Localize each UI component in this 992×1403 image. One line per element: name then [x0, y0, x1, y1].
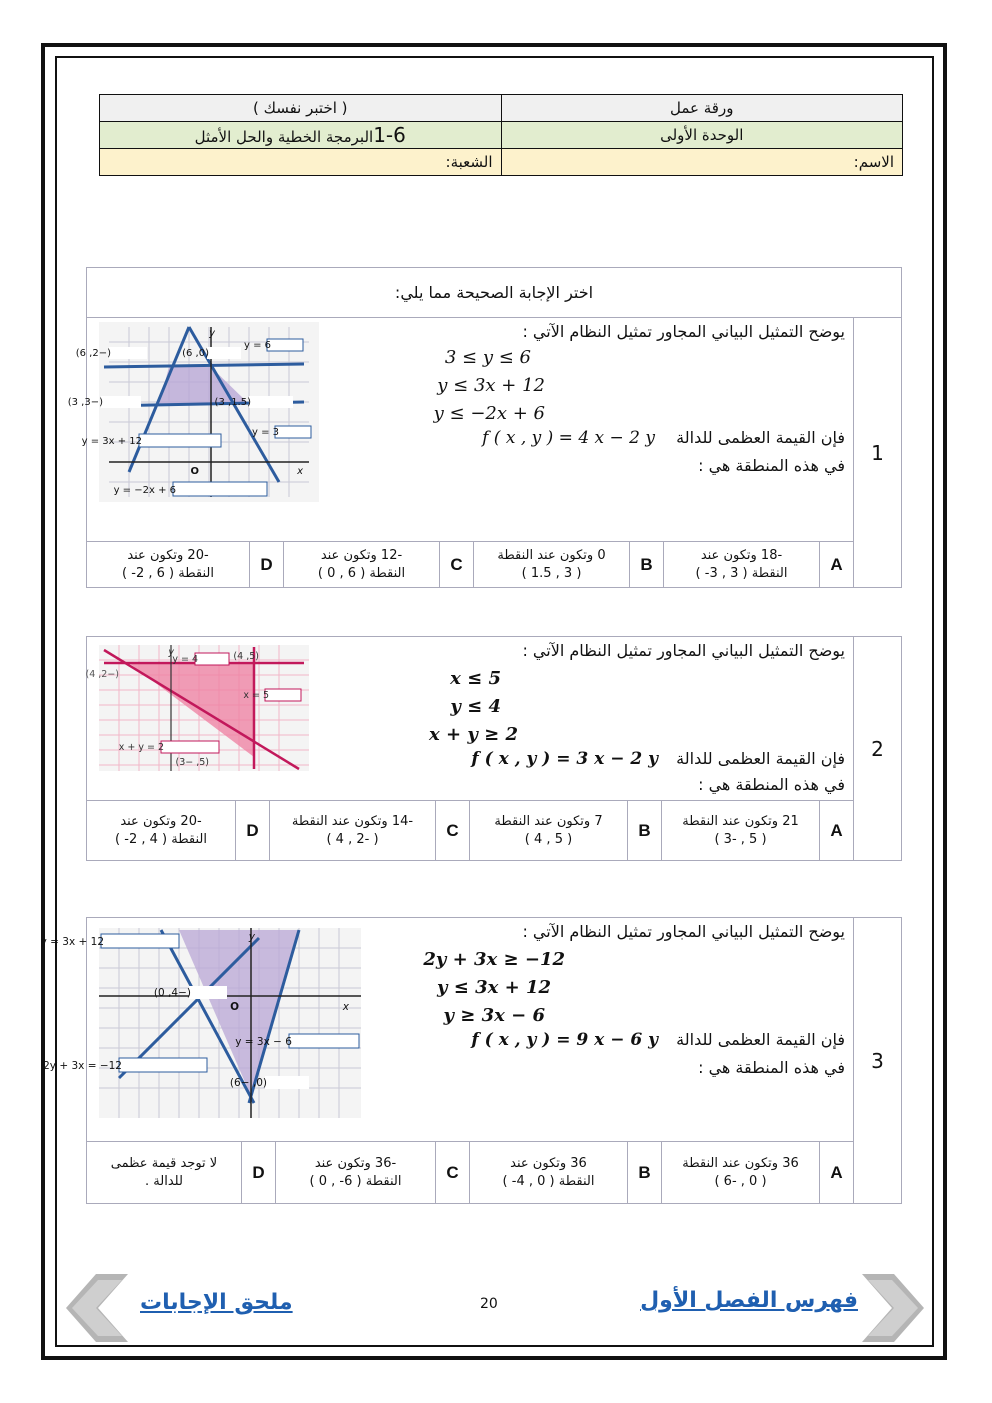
graph-label: y = 3x − 6: [235, 1036, 292, 1048]
option-text: النقطة ( 6- , 0 ): [309, 1173, 402, 1189]
option-text: 36 وتكون عند النقطة: [682, 1155, 799, 1171]
option-letter[interactable]: D: [242, 1142, 276, 1204]
option-b[interactable]: [474, 542, 630, 588]
graph-label: (0, −6): [229, 1077, 267, 1089]
graph-label: y = 6: [243, 340, 271, 351]
graph-label: (1.5, 3): [214, 397, 251, 408]
option-text: -20 وتكون عند: [120, 813, 202, 829]
graph-label: O: [190, 466, 199, 477]
lesson-title: البرمجة الخطية والحل الأمثل: [194, 128, 374, 146]
question-number: 3: [854, 918, 902, 1204]
option-text: 0 وتكون عند النقطة: [497, 547, 606, 563]
graph-label: (−3, 3): [67, 397, 103, 408]
inequality-2: y ≤ 3x + 12: [437, 977, 551, 998]
page-number: 20: [480, 1296, 498, 1312]
question-1-body: [67, 318, 854, 542]
question-stem: [325, 920, 845, 944]
inequality-1: x ≤ 5: [450, 668, 501, 689]
question-3-table: [40, 917, 902, 1204]
inequality-2: y ≤ 4: [450, 696, 501, 717]
option-d[interactable]: [87, 542, 250, 588]
option-a[interactable]: [664, 542, 820, 588]
option-a[interactable]: [662, 1142, 820, 1204]
worksheet-title: ورقة عمل: [501, 95, 903, 122]
option-letter[interactable]: D: [250, 542, 284, 588]
option-letter[interactable]: C: [440, 542, 474, 588]
option-text: النقطة ( 0 , 4- ): [502, 1173, 595, 1189]
question-stem: [325, 639, 845, 663]
question-2-body: [87, 637, 854, 801]
option-letter[interactable]: D: [236, 801, 270, 861]
graph-label: (5, 4): [233, 651, 259, 662]
graph-3: [40, 928, 361, 1118]
region-text: في هذه المنطقة هي :: [698, 1058, 845, 1077]
option-a[interactable]: [662, 801, 820, 861]
prev-arrow-icon[interactable]: [64, 1272, 132, 1344]
graph-2: [85, 645, 309, 771]
option-text: -14 وتكون عند النقطة: [291, 813, 414, 829]
graph-label: (−2, 4): [85, 669, 119, 680]
max-text: فإن القيمة العظمى للدالة: [676, 428, 845, 447]
inequality-3: y ≥ 3x − 6: [443, 1005, 545, 1026]
inequality-1: 2y + 3x ≥ −12: [423, 949, 565, 970]
graph-1: [67, 322, 319, 502]
option-c[interactable]: [276, 1142, 436, 1204]
region-text: في هذه المنطقة هي :: [698, 456, 845, 475]
header-table: [99, 94, 903, 176]
next-arrow-icon[interactable]: [858, 1272, 926, 1344]
option-text: ( -2 , 4 ): [326, 831, 379, 847]
graph-label: x: [297, 466, 303, 477]
option-letter[interactable]: B: [628, 801, 662, 861]
graph-label: y: [209, 328, 215, 339]
inequality-2: y ≤ 3x + 12: [437, 375, 545, 396]
graph-label: x + y = 2: [118, 742, 164, 753]
objective-function: f ( x , y ) = 4 x − 2 y: [482, 428, 655, 448]
option-text: النقطة ( 6 , 2- ): [122, 565, 214, 581]
inequality-1: 3 ≤ y ≤ 6: [444, 347, 531, 368]
graph-label: y = 4: [172, 654, 198, 665]
inequality-3: x + y ≥ 2: [429, 724, 518, 745]
graph-label: (−2, 6): [75, 348, 111, 359]
question-3-body: [40, 918, 854, 1142]
stem-text: يوضح التمثيل البياني المجاور تمثيل النظام الآتي :: [522, 322, 845, 341]
line-y6: [104, 364, 304, 367]
question-number: 1: [854, 318, 902, 588]
option-text: ( 5 , -3 ): [714, 831, 767, 847]
option-text: ( 5 , 4 ): [524, 831, 573, 847]
option-c[interactable]: [284, 542, 440, 588]
option-b[interactable]: [470, 801, 628, 861]
option-c[interactable]: [270, 801, 436, 861]
graph-label: x: [342, 1001, 349, 1013]
option-d[interactable]: [87, 801, 236, 861]
option-text: -12 وتكون عند: [320, 547, 403, 563]
option-letter[interactable]: B: [628, 1142, 662, 1204]
graph-label: y: [248, 931, 255, 943]
question-1-table: [67, 267, 902, 588]
option-text: -20 وتكون عند: [127, 547, 209, 563]
graph-label: 2y + 3x = −12: [43, 1060, 122, 1072]
option-text: ( 0 , -6 ): [714, 1173, 767, 1189]
graph-label: O: [230, 1001, 239, 1013]
graph-label: y = 3x + 12: [81, 436, 142, 447]
max-text: فإن القيمة العظمى للدالة: [676, 1030, 845, 1049]
answers-appendix-link[interactable]: ملحق الإجابات: [140, 1290, 293, 1315]
option-b[interactable]: [470, 1142, 628, 1204]
option-text: النقطة ( 4 , 2- ): [115, 831, 207, 847]
option-text: 36 وتكون عند: [510, 1155, 587, 1171]
option-text: 21 وتكون عند النقطة: [682, 813, 799, 829]
option-text: -36 وتكون عند: [314, 1155, 397, 1171]
option-text: النقطة ( 6 , 0 ): [317, 565, 406, 581]
graph-label: y = −2x + 6: [113, 485, 176, 496]
graph-label: y = 3x + 12: [40, 936, 104, 948]
question-2-table: [86, 636, 902, 861]
option-text: النقطة ( 3 , 3- ): [695, 565, 788, 581]
option-letter[interactable]: B: [630, 542, 664, 588]
option-text: 7 وتكون عند النقطة: [494, 813, 603, 829]
stem-text: يوضح التمثيل البياني المجاور تمثيل النظام الآتي :: [522, 641, 845, 660]
inequality-3: y ≤ −2x + 6: [433, 403, 545, 424]
max-text: فإن القيمة العظمى للدالة: [676, 749, 845, 768]
graph-label: (−4, 0): [153, 987, 191, 999]
region-text: في هذه المنطقة هي :: [698, 775, 845, 794]
unit-title: الوحدة الأولى: [501, 122, 903, 149]
option-text: -18 وتكون عند: [700, 547, 783, 563]
option-d[interactable]: [87, 1142, 242, 1204]
instruction-text: اختر الإجابة الصحيحة مما يلي:: [87, 268, 902, 318]
section-field[interactable]: الشعبة:: [100, 149, 502, 176]
option-letter[interactable]: A: [820, 542, 854, 588]
lesson-number: 1-6: [373, 123, 406, 147]
option-letter[interactable]: A: [820, 801, 854, 861]
option-letter[interactable]: C: [436, 801, 470, 861]
graph-label: x = 5: [243, 690, 269, 701]
option-letter[interactable]: A: [820, 1142, 854, 1204]
graph-label: (5, −3): [175, 757, 209, 768]
objective-function: f ( x , y ) = 9 x − 6 y: [471, 1030, 658, 1050]
question-number: 2: [854, 637, 902, 861]
name-field[interactable]: الاسم:: [501, 149, 903, 176]
option-text: ( 3 , 1.5 ): [521, 565, 582, 581]
lesson-cell: [100, 122, 502, 149]
option-text: للدالة .: [145, 1173, 183, 1189]
chapter-index-link[interactable]: فهرس الفصل الأول: [640, 1288, 858, 1313]
test-yourself-label: ( اختبر نفسك ): [100, 95, 502, 122]
graph-label: (0, 6): [182, 348, 209, 359]
graph-label: y = 3: [251, 427, 279, 438]
option-letter[interactable]: C: [436, 1142, 470, 1204]
stem-text: يوضح التمثيل البياني المجاور تمثيل النظام الآتي :: [522, 922, 845, 941]
graph-label: y: [168, 647, 174, 658]
option-text: لا توجد قيمة عظمى: [110, 1155, 218, 1171]
question-stem: [325, 320, 845, 344]
objective-function: f ( x , y ) = 3 x − 2 y: [471, 749, 658, 769]
